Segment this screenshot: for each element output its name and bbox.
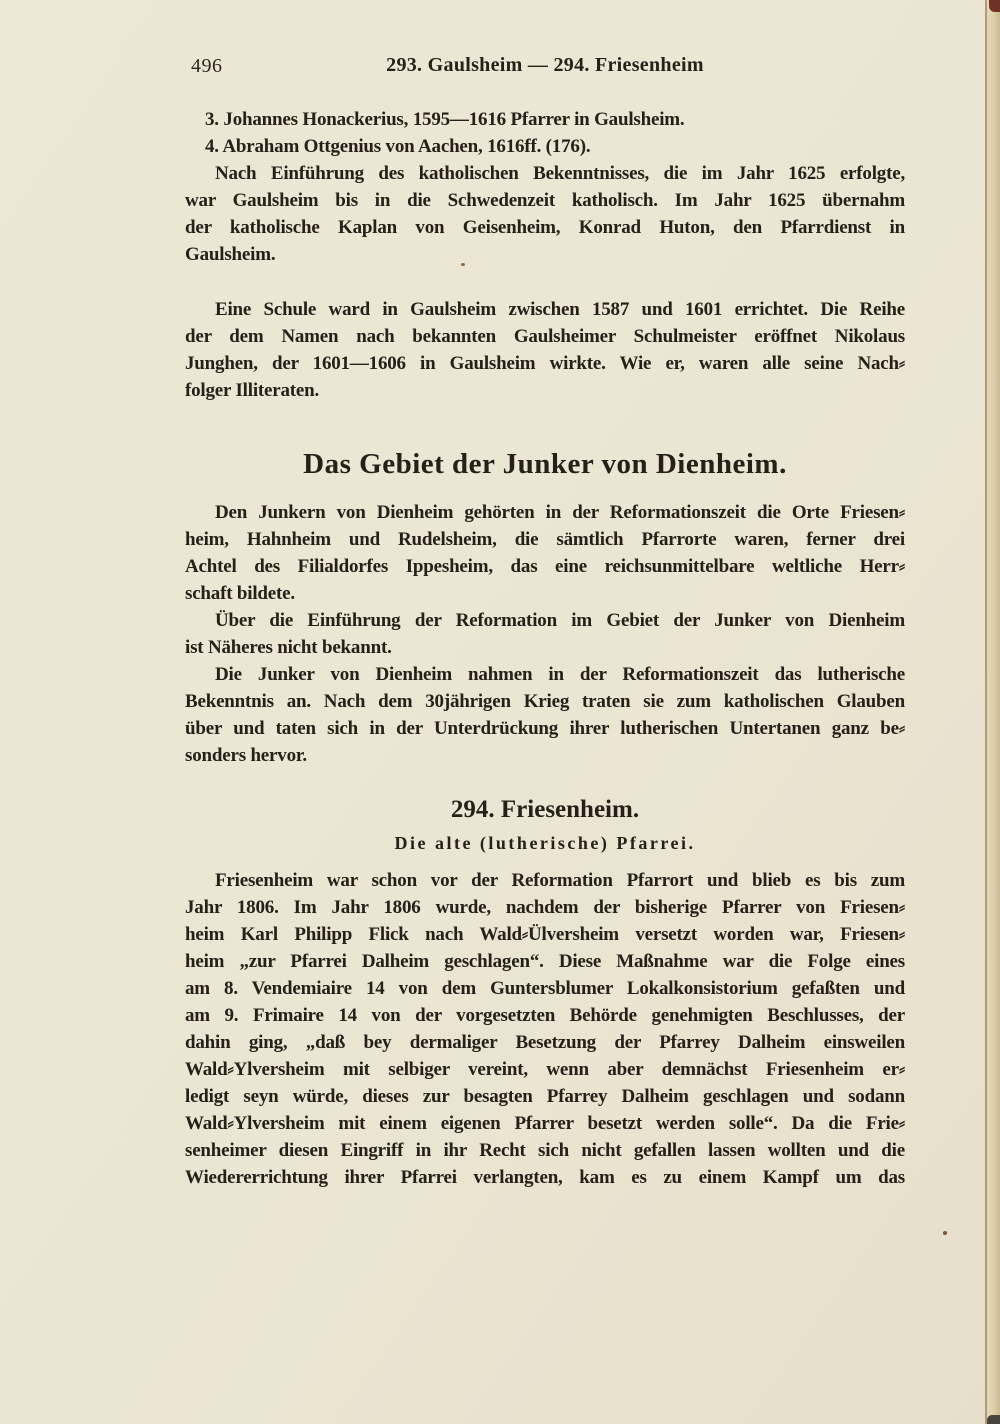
page-number: 496 [191, 55, 223, 77]
paragraph-friesenheim-history [185, 867, 905, 1191]
text-line: Gaulsheim. [185, 244, 276, 265]
text-line: am 9. Frimaire 14 von der vorgesetzten Behörde genehmigten Beschlusses, der [185, 1005, 905, 1026]
text-line: ledigt seyn würde, dieses zur besagten Pfarrey Dalheim geschlagen und sodann [185, 1086, 905, 1107]
text-line: schaft bildete. [185, 583, 295, 604]
text-line: Junghen, der 1601—1606 in Gaulsheim wirkte. Wie er, waren alle seine Nach⸗ [185, 353, 905, 374]
text-line: ist Näheres nicht bekannt. [185, 637, 392, 658]
paragraph-school [185, 296, 905, 404]
text-line: folger Illiteraten. [185, 380, 320, 401]
text-line: heim, Hahnheim und Rudelsheim, die sämtlich Pfarrorte waren, ferner drei [185, 529, 905, 550]
bottom-corner-mark [987, 1415, 1000, 1424]
text-line: 3. Johannes Honackerius, 1595—1616 Pfarrer in Gaulsheim. [205, 109, 685, 130]
text-line: Die Junker von Dienheim nahmen in der Reformationszeit das lutherische [215, 664, 905, 685]
section-heading-friesenheim: 294. Friesenheim. [450, 796, 640, 823]
text-line: Über die Einführung der Reformation im Gebiet der Junker von Dienheim [215, 610, 905, 631]
text-column [185, 54, 905, 1191]
running-header: 293. Gaulsheim — 294. Friesenheim [386, 54, 704, 76]
section-heading-dienheim: Das Gebiet der Junker von Dienheim. [303, 448, 787, 480]
text-line: heim Karl Philipp Flick nach Wald⸗Ülversheim versetzt worden war, Friesen⸗ [185, 924, 905, 945]
paragraph-dienheim-places [185, 499, 905, 607]
text-line: Wald⸗Ylversheim mit einem eigenen Pfarrer besetzt werden solle“. Da die Frie⸗ [185, 1113, 905, 1134]
paragraph-lutheran-confession [185, 661, 905, 769]
page-header [185, 54, 905, 80]
subsection-heading-old-parish: Die alte (lutherische) Pfarrei. [394, 833, 696, 853]
text-line: dahin ging, „daß bey dermaliger Besetzung der Pfarrey Dalheim einsweilen [185, 1032, 905, 1053]
text-line: Jahr 1806. Im Jahr 1806 wurde, nachdem der bisherige Pfarrer von Friesen⸗ [185, 897, 905, 918]
paper-speck [943, 1231, 947, 1235]
page-edge-strip [987, 0, 1000, 1424]
text-line: der dem Namen nach bekannten Gaulsheimer Schulmeister eröffnet Nikolaus [185, 326, 905, 347]
text-line: Eine Schule ward in Gaulsheim zwischen 1587 und 1601 errichtet. Die Reihe [215, 299, 905, 320]
text-line: Bekenntnis an. Nach dem 30jährigen Krieg traten sie zum katholischen Glauben [185, 691, 905, 712]
text-line: 4. Abraham Ottgenius von Aachen, 1616ff. (176). [205, 136, 591, 157]
text-line: Den Junkern von Dienheim gehörten in der Reformationszeit die Orte Friesen⸗ [215, 502, 905, 523]
text-line: war Gaulsheim bis in die Schwedenzeit katholisch. Im Jahr 1625 übernahm [185, 190, 905, 211]
text-line: senheimer diesen Eingriff in ihr Recht sich nicht gefallen lassen wollten und die [185, 1140, 905, 1161]
text-line: Achtel des Filialdorfes Ippesheim, das eine reichsunmittelbare weltliche Herr⸗ [185, 556, 905, 577]
text-line: sonders hervor. [185, 745, 307, 766]
text-line: Wiedererrichtung ihrer Pfarrei verlangten, kam es zu einem Kampf um das [185, 1167, 905, 1188]
text-line: Wald⸗Ylversheim mit selbiger vereint, wenn aber demnächst Friesenheim er⸗ [185, 1059, 905, 1080]
text-line: Nach Einführung des katholischen Bekenntnisses, die im Jahr 1625 erfolgte, [215, 163, 905, 184]
paragraph-reformation-unknown [185, 607, 905, 661]
entry-pastor-3 [185, 106, 905, 133]
text-line: Friesenheim war schon vor der Reformation Pfarrort und blieb es bis zum [215, 870, 905, 891]
page-body-text [185, 106, 905, 1191]
entry-pastor-4 [185, 133, 905, 160]
text-line: am 8. Vendemiaire 14 von dem Guntersblumer Lokalkonsistorium gefaßten und [185, 978, 905, 999]
text-line: über und taten sich in der Unterdrückung ihrer lutherischen Untertanen ganz be⸗ [185, 718, 905, 739]
top-corner-mark [989, 0, 1000, 12]
text-line: der katholische Kaplan von Geisenheim, Konrad Huton, den Pfarrdienst in [185, 217, 905, 238]
paragraph-catholic-introduction [185, 160, 905, 268]
text-line: heim „zur Pfarrei Dalheim geschlagen“. Diese Maßnahme war die Folge eines [185, 951, 905, 972]
